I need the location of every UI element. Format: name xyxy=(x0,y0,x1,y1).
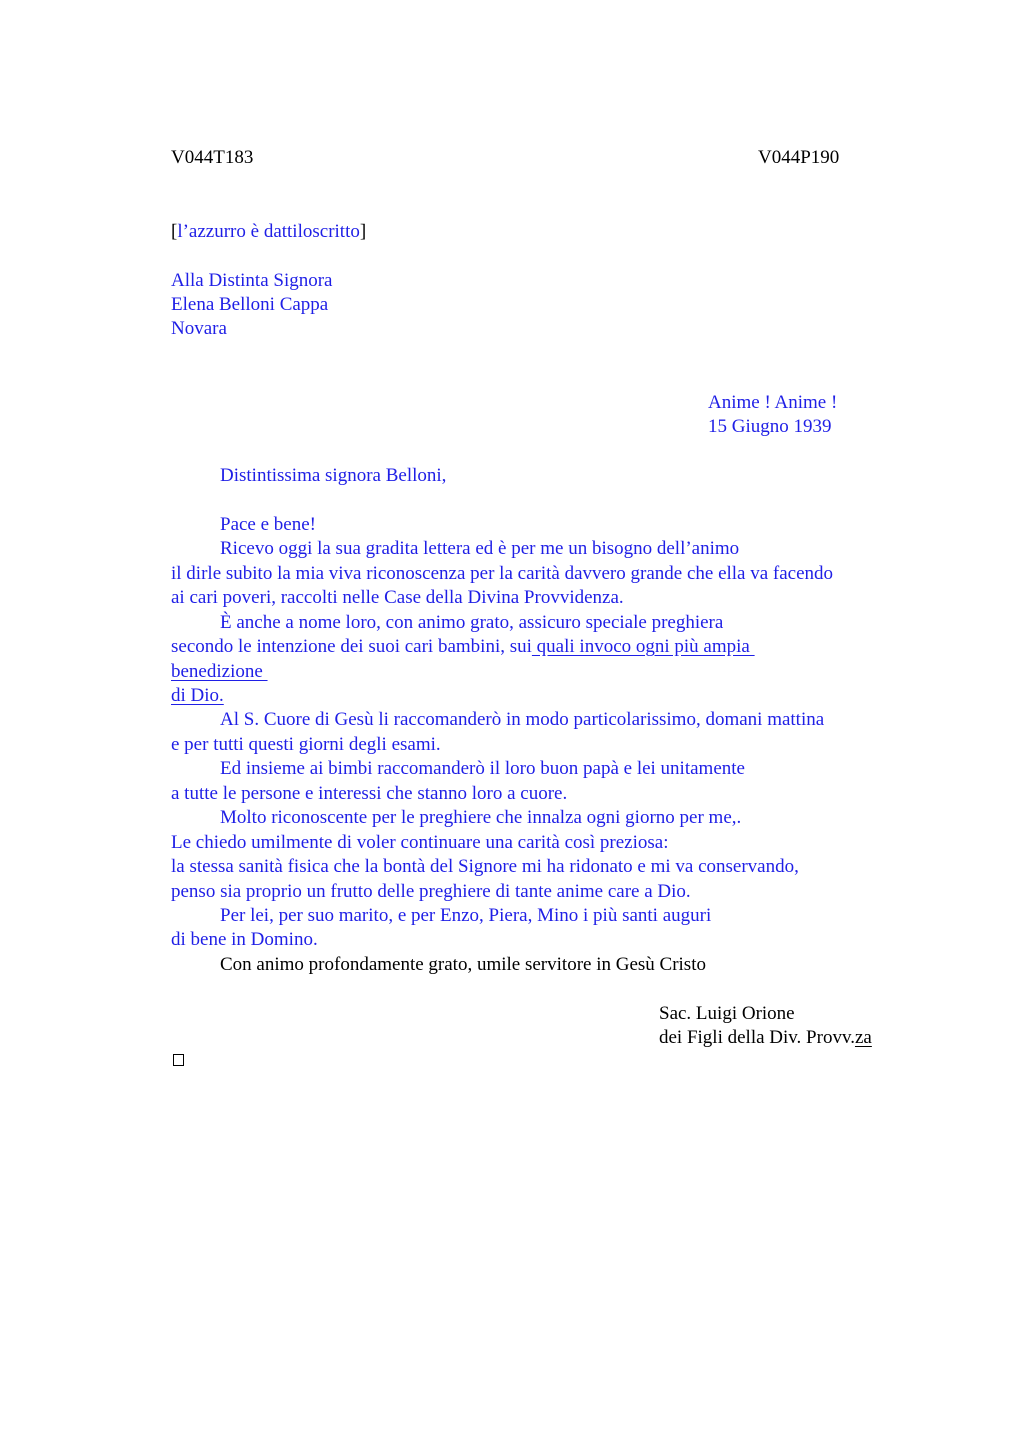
note-text: l’azzurro è dattiloscritto xyxy=(177,221,360,242)
body-line: Molto riconoscente per le preghiere che innalza ogni giorno per me,. xyxy=(220,807,742,828)
motto: Anime ! Anime ! xyxy=(708,392,838,413)
body-line: È anche a nome loro, con animo grato, assicuro speciale preghiera xyxy=(220,612,724,633)
closing-line: Con animo profondamente grato, umile servitore in Gesù Cristo xyxy=(220,954,706,975)
empty-box-icon xyxy=(173,1054,184,1066)
greeting: Pace e bene! xyxy=(220,514,316,535)
body-line xyxy=(171,635,755,659)
salutation: Distintissima signora Belloni, xyxy=(220,465,447,486)
body-line: la stessa sanità fisica che la bontà del Signore mi ha ridonato e mi va conservando, xyxy=(171,856,799,877)
signature-title-text: dei Figli della Div. Provv. xyxy=(659,1027,855,1048)
body-line: Ed insieme ai bimbi raccomanderò il loro buon papà e lei unitamente xyxy=(220,758,745,779)
body-line: Al S. Cuore di Gesù li raccomanderò in modo particolarissimo, domani mattina xyxy=(220,709,825,730)
document-code-left: V044T183 xyxy=(171,147,254,168)
note-open-bracket: [ xyxy=(171,221,178,242)
signature-title xyxy=(659,1026,872,1050)
body-line: Ricevo oggi la sua gradita lettera ed è per me un bisogno dell’animo xyxy=(220,538,740,559)
body-line: ai cari poveri, raccolti nelle Case della Divina Provvidenza. xyxy=(171,587,624,608)
signature-name: Sac. Luigi Orione xyxy=(659,1003,795,1024)
body-line: e per tutti questi giorni degli esami. xyxy=(171,734,441,755)
document-code-right: V044P190 xyxy=(758,147,840,168)
body-line-text: secondo le intenzione dei suoi cari bambini, sui xyxy=(171,636,532,657)
underlined-text: quali invoco ogni più ampia xyxy=(531,636,755,657)
body-line: Per lei, per suo marito, e per Enzo, Piera, Mino i più santi auguri xyxy=(220,905,712,926)
letter-date: 15 Giugno 1939 xyxy=(708,416,832,437)
body-line: penso sia proprio un frutto delle preghiere di tante anime care a Dio. xyxy=(171,881,691,902)
body-line: Le chiedo umilmente di voler continuare una carità così preziosa: xyxy=(171,832,669,853)
note-close-bracket: ] xyxy=(359,221,367,242)
underlined-text: di Dio. xyxy=(171,685,224,706)
recipient-line: Alla Distinta Signora xyxy=(171,270,333,291)
body-line: a tutte le persone e interessi che stanno loro a cuore. xyxy=(171,783,568,804)
recipient-line: Elena Belloni Cappa xyxy=(171,294,329,315)
editorial-note xyxy=(171,220,366,244)
body-line: di bene in Domino. xyxy=(171,929,318,950)
signature-title-suffix: za xyxy=(854,1027,872,1048)
recipient-line: Novara xyxy=(171,318,227,339)
body-line: il dirle subito la mia viva riconoscenza per la carità davvero grande che ella va facendo xyxy=(171,563,834,584)
underlined-text: benedizione xyxy=(171,661,268,682)
